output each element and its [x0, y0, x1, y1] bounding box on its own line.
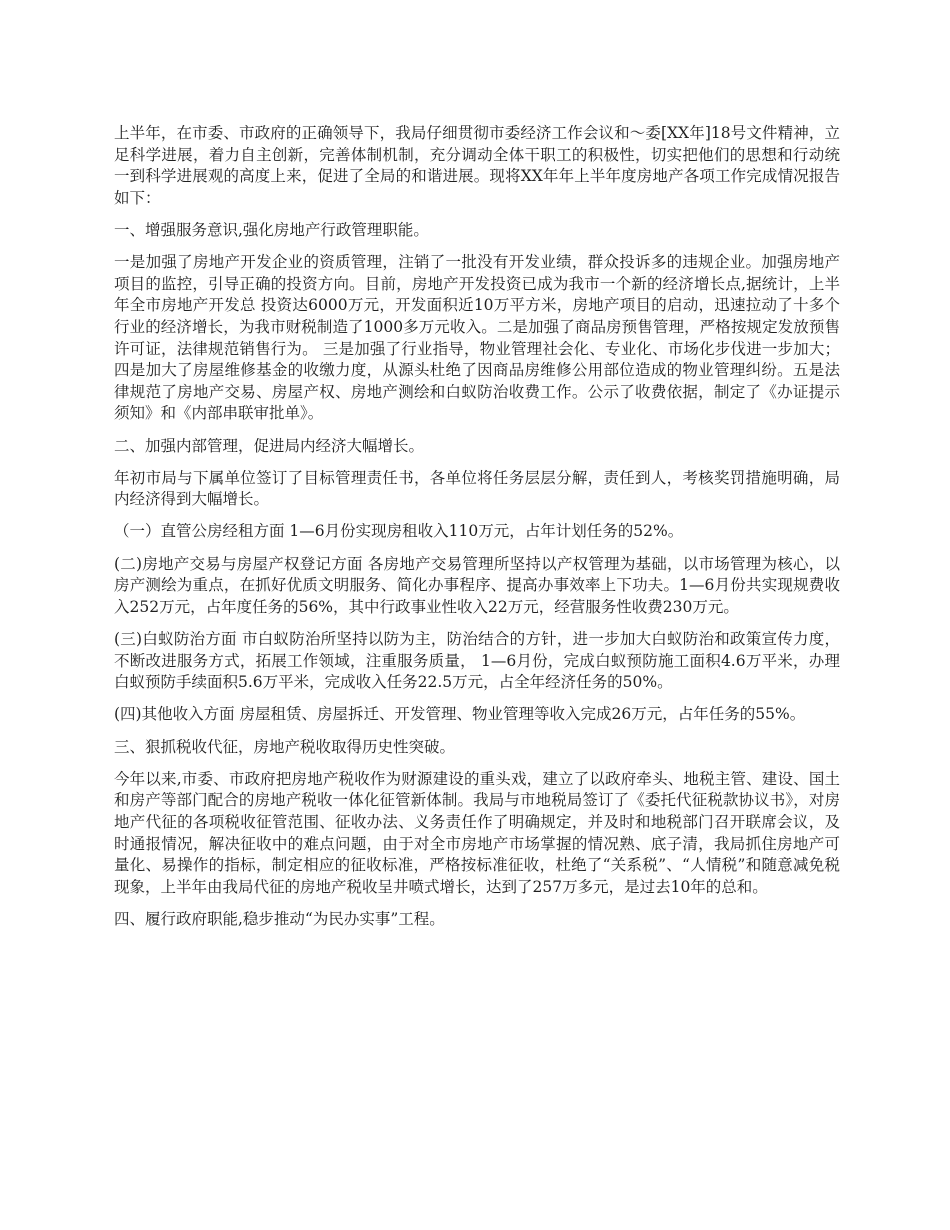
section-1-paragraph: 一是加强了房地产开发企业的资质管理，注销了一批没有开发业绩，群众投诉多的违规企业。加强房地产项目的监控，引导正确的投资方向。目前，房地产开发投资已成为我市一个新的经济增长点,据统计，上半年全市房地产开发总 投资达6000万元，开发面积近10万平方米，房地产项目的启动，迅速拉动了十多个行业的经济增长，为我市财税制造了1000多万元收入。二是加强了商品房预售管理，严格按规定发放预售许可证，法律规范销售行为。 三是加强了行业指导，物业管理社会化、专业化、市场化步伐进一步加大；四是加大了房屋维修基金的收缴力度，从源头杜绝了因商品房维修公用部位造成的物业管理纠纷。五是法律规范了房地产交易、房屋产权、房地产测绘和白蚁防治收费工作。公示了收费依据，制定了《办证提示须知》和《内部串联审批单》。 — [114, 253, 840, 423]
section-heading-3: 三、狠抓税收代征，房地产税收取得历史性突破。 — [114, 737, 456, 756]
section-heading-4: 四、履行政府职能,稳步推动“为民办实事”工程。 — [114, 909, 445, 928]
section-2-item-1: （一）直管公房经租方面 1—6月份实现房租收入110万元，占年计划任务的52%。 — [114, 522, 684, 541]
section-3-paragraph: 今年以来,市委、市政府把房地产税收作为财源建设的重头戏，建立了以政府牵头、地税主管、建设、国土和房产等部门配合的房地产税收一体化征管新体制。我局与市地税局签订了《委托代征税款协议书》，对房地产代征的各项税收征管范围、征收办法、义务责任作了明确规定，并及时和地税部门召开联席会议，及时通报情况，解决征收中的难点问题，由于对全市房地产市场掌握的情况熟、底子清，我局抓住房地产可量化、易操作的指标，制定相应的征收标准，严格按标准征收，杜绝了“关系税”、“人情税”和随意减免税现象，上半年由我局代征的房地产税收呈井喷式增长，达到了257万多元，是过去10年的总和。 — [114, 769, 840, 896]
section-2-item-2: (二)房地产交易与房屋产权登记方面 各房地产交易管理所坚持以产权管理为基础，以市场管理为核心，以房产测绘为重点，在抓好优质文明服务、简化办事程序、提高办事效率上下功夫。1—6月份共实现规费收入252万元，占年度任务的56%，其中行政事业性收入22万元，经营服务性收费230万元。 — [114, 554, 840, 616]
section-heading-2: 二、加强内部管理，促进局内经济大幅增长。 — [114, 436, 425, 455]
section-heading-1: 一、增强服务意识,强化房地产行政管理职能。 — [114, 220, 429, 239]
section-2-intro-paragraph: 年初市局与下属单位签订了目标管理责任书，各单位将任务层层分解，责任到人，考核奖罚措施明确，局内经济得到大幅增长。 — [114, 468, 840, 509]
section-2-item-3: (三)白蚁防治方面 市白蚁防治所坚持以防为主，防治结合的方针，进一步加大白蚁防治和政策宣传力度，不断改进服务方式，拓展工作领域，注重服务质量， 1—6月份，完成白蚁预防施工面积4.6万平米，办理白蚁预防手续面积5.6万平米，完成收入任务22.5万元，占全年经济任务的50%。 — [114, 630, 840, 692]
section-2-item-4: (四)其他收入方面 房屋租赁、房屋拆迁、开发管理、物业管理等收入完成26万元，占年任务的55%。 — [114, 705, 806, 724]
intro-paragraph: 上半年，在市委、市政府的正确领导下，我局仔细贯彻市委经济工作会议和～委[XX年]18号文件精神，立足科学进展，着力自主创新，完善体制机制，充分调动全体干职工的积极性，切实把他们的思想和行动统一到科学进展观的高度上来，促进了全局的和谐进展。现将XX年年上半年度房地产各项工作完成情况报告如下： — [114, 124, 840, 207]
document-body — [114, 123, 840, 941]
